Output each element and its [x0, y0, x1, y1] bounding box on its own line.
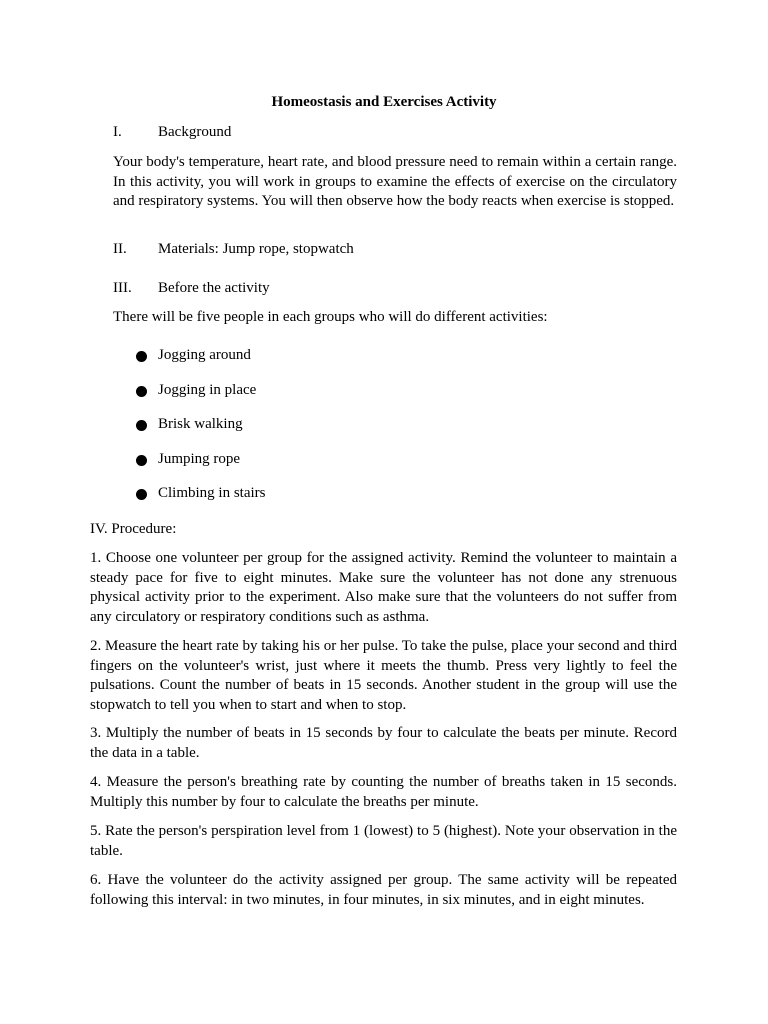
section-title: Background — [158, 124, 232, 140]
bullet-icon — [136, 386, 147, 397]
bullet-icon — [136, 351, 147, 362]
procedure-step: 5. Rate the person's perspiration level from 1 (lowest) to 5 (highest). Note your observation in the table. — [90, 823, 677, 859]
page-title: Homeostasis and Exercises Activity — [271, 94, 497, 110]
procedure-step: 4. Measure the person's breathing rate by counting the number of breaths taken in 15 seconds. Multiply this number by four to calculate the breaths per minute. — [90, 774, 677, 810]
section-number: III. — [113, 280, 132, 296]
list-item-label: Jogging around — [158, 347, 251, 363]
bullet-icon — [136, 489, 147, 500]
section-title: Materials: Jump rope, stopwatch — [158, 241, 354, 257]
bullet-icon — [136, 455, 147, 466]
bullet-icon — [136, 420, 147, 431]
procedure-step: 3. Multiply the number of beats in 15 seconds by four to calculate the beats per minute. Record the data in a table. — [90, 725, 677, 761]
list-item-label: Jogging in place — [158, 382, 257, 398]
before-paragraph: There will be five people in each groups who will do different activities: — [113, 309, 548, 325]
list-item-label: Brisk walking — [158, 416, 243, 432]
list-item-label: Climbing in stairs — [158, 485, 266, 501]
procedure-step: 2. Measure the heart rate by taking his or her pulse. To take the pulse, place your second and third fingers on the volunteer's wrist, just where it meets the thumb. Press very lightly to feel the pulsations. Count the number of beats in 15 seconds. Another student in the group will use the stopwatch to tell you when to start and when to stop. — [90, 638, 677, 713]
procedure-step: 1. Choose one volunteer per group for the assigned activity. Remind the volunteer to maintain a steady pace for five to eight minutes. Make sure the volunteer has not done any strenuous physical activity prior to the experiment. Also make sure that the volunteers do not suffer from any circulatory or respiratory conditions such as asthma. — [90, 550, 677, 625]
section-title: Before the activity — [158, 280, 270, 296]
background-paragraph: Your body's temperature, heart rate, and blood pressure need to remain within a certain range. In this activity, you will work in groups to examine the effects of exercise on the circulatory and respiratory systems. You will then observe how the body reacts when exercise is stopped. — [113, 154, 677, 209]
section-number: II. — [113, 241, 127, 257]
list-item-label: Jumping rope — [158, 451, 241, 467]
procedure-heading: IV. Procedure: — [90, 521, 177, 537]
section-number: I. — [113, 124, 122, 140]
procedure-step: 6. Have the volunteer do the activity assigned per group. The same activity will be repeated following this interval: in two minutes, in four minutes, in six minutes, and in eight minutes. — [90, 872, 677, 908]
